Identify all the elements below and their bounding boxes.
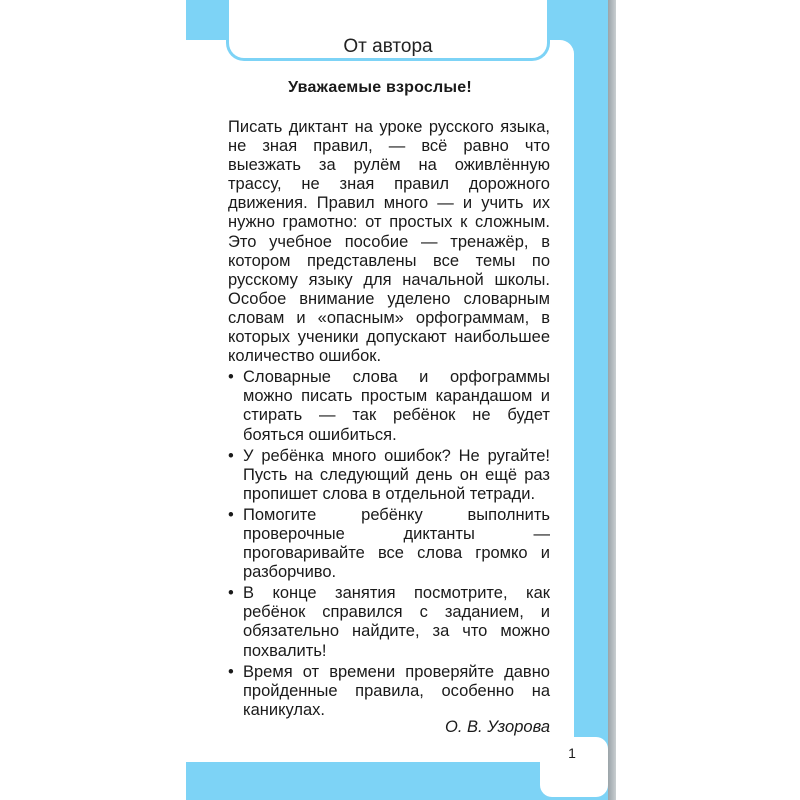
bullet-icon: • <box>228 662 234 681</box>
bullet-icon: • <box>228 584 234 603</box>
bullet-icon: • <box>228 368 234 387</box>
bullet-icon: • <box>228 446 234 465</box>
list-item: • В конце занятия посмотрите, как ребёнок справился с заданием, и обязательно найдите, за что можно похвалить! <box>228 584 550 660</box>
list-item: • Время от времени проверяйте давно пройденные правила, особенно на каникулах. <box>228 662 550 719</box>
list-item: • Словарные слова и орфограммы можно писать простым карандашом и стирать — так ребёнок не будет бояться ошибиться. <box>228 368 550 444</box>
page-title: От автора <box>343 36 433 57</box>
bullet-icon: • <box>228 505 234 524</box>
list-item: • Помогите ребёнку выполнить проверочные диктанты — проговаривайте все слова громко и разборчиво. <box>228 505 550 582</box>
author-signature: О. В. Узорова <box>445 718 550 736</box>
page-edge-shadow <box>608 0 616 800</box>
page-number: 1 <box>568 745 576 761</box>
body-text <box>228 118 550 720</box>
section-heading: Уважаемые взрослые! <box>288 79 472 96</box>
intro-paragraph: Писать диктант на уроке русского языка, не зная правил, — всё равно что выезжать за рулём на оживлённую трассу, не зная правил дорожного движения. Правил много — и учить их нужно грамотно: от простых к сложным. Это учебное пособие — тренажёр, в котором представлены все темы по русскому языку для начальной школы. Особое внимание уделено словарным словам и «опасным» орфограммам, в которых ученики допускают наибольшее количество ошибок. <box>228 118 550 366</box>
tips-list <box>228 368 550 720</box>
list-item: • У ребёнка много ошибок? Не ругайте! Пусть на следующий день он ещё раз пропишет слова в отдельной тетради. <box>228 446 550 503</box>
